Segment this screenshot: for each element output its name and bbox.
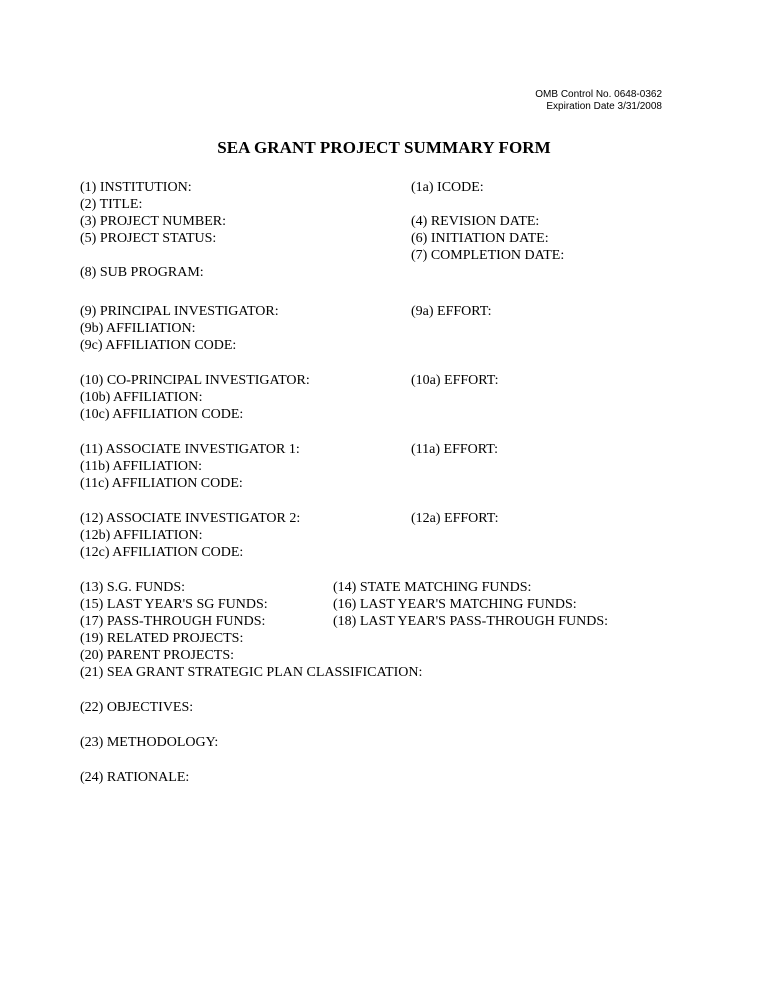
pi-affiliation-label: (9b) AFFILIATION:	[80, 321, 196, 336]
ai1-affiliation-code-label: (11c) AFFILIATION CODE:	[80, 476, 243, 491]
initiation-date-label: (6) INITIATION DATE:	[411, 231, 549, 246]
title-label: (2) TITLE:	[80, 197, 143, 212]
icode-label: (1a) ICODE:	[411, 180, 484, 195]
related-projects-label: (19) RELATED PROJECTS:	[80, 631, 244, 646]
copi-affiliation-label: (10b) AFFILIATION:	[80, 390, 203, 405]
sg-funds-label: (13) S.G. FUNDS:	[80, 580, 186, 595]
methodology-label: (23) METHODOLOGY:	[80, 735, 219, 750]
ai1-effort-label: (11a) EFFORT:	[411, 442, 498, 457]
revision-date-label: (4) REVISION DATE:	[411, 214, 540, 229]
pi-effort-label: (9a) EFFORT:	[411, 304, 492, 319]
institution-label: (1) INSTITUTION:	[80, 180, 192, 195]
project-number-label: (3) PROJECT NUMBER:	[80, 214, 226, 229]
ai2-affiliation-label: (12b) AFFILIATION:	[80, 528, 203, 543]
omb-control-number: OMB Control No. 0648-0362	[535, 89, 662, 100]
pi-label: (9) PRINCIPAL INVESTIGATOR:	[80, 304, 279, 319]
pi-affiliation-code-label: (9c) AFFILIATION CODE:	[80, 338, 237, 353]
copi-label: (10) CO-PRINCIPAL INVESTIGATOR:	[80, 373, 310, 388]
ai1-affiliation-label: (11b) AFFILIATION:	[80, 459, 202, 474]
state-matching-label: (14) STATE MATCHING FUNDS:	[333, 580, 532, 595]
completion-date-label: (7) COMPLETION DATE:	[411, 248, 565, 263]
omb-info	[535, 89, 662, 113]
project-status-label: (5) PROJECT STATUS:	[80, 231, 217, 246]
ai2-affiliation-code-label: (12c) AFFILIATION CODE:	[80, 545, 244, 560]
strategic-plan-label: (21) SEA GRANT STRATEGIC PLAN CLASSIFICATION:	[80, 665, 423, 680]
parent-projects-label: (20) PARENT PROJECTS:	[80, 648, 235, 663]
rationale-label: (24) RATIONALE:	[80, 770, 190, 785]
objectives-label: (22) OBJECTIVES:	[80, 700, 194, 715]
copi-effort-label: (10a) EFFORT:	[411, 373, 499, 388]
ai2-effort-label: (12a) EFFORT:	[411, 511, 499, 526]
ai2-label: (12) ASSOCIATE INVESTIGATOR 2:	[80, 511, 301, 526]
last-matching-label: (16) LAST YEAR'S MATCHING FUNDS:	[333, 597, 577, 612]
pass-through-label: (17) PASS-THROUGH FUNDS:	[80, 614, 266, 629]
last-sg-funds-label: (15) LAST YEAR'S SG FUNDS:	[80, 597, 268, 612]
last-pass-through-label: (18) LAST YEAR'S PASS-THROUGH FUNDS:	[333, 614, 609, 629]
expiration-date: Expiration Date 3/31/2008	[546, 101, 662, 112]
copi-affiliation-code-label: (10c) AFFILIATION CODE:	[80, 407, 244, 422]
sub-program-label: (8) SUB PROGRAM:	[80, 265, 204, 280]
ai1-label: (11) ASSOCIATE INVESTIGATOR 1:	[80, 442, 300, 457]
form-title: SEA GRANT PROJECT SUMMARY FORM	[217, 138, 551, 157]
